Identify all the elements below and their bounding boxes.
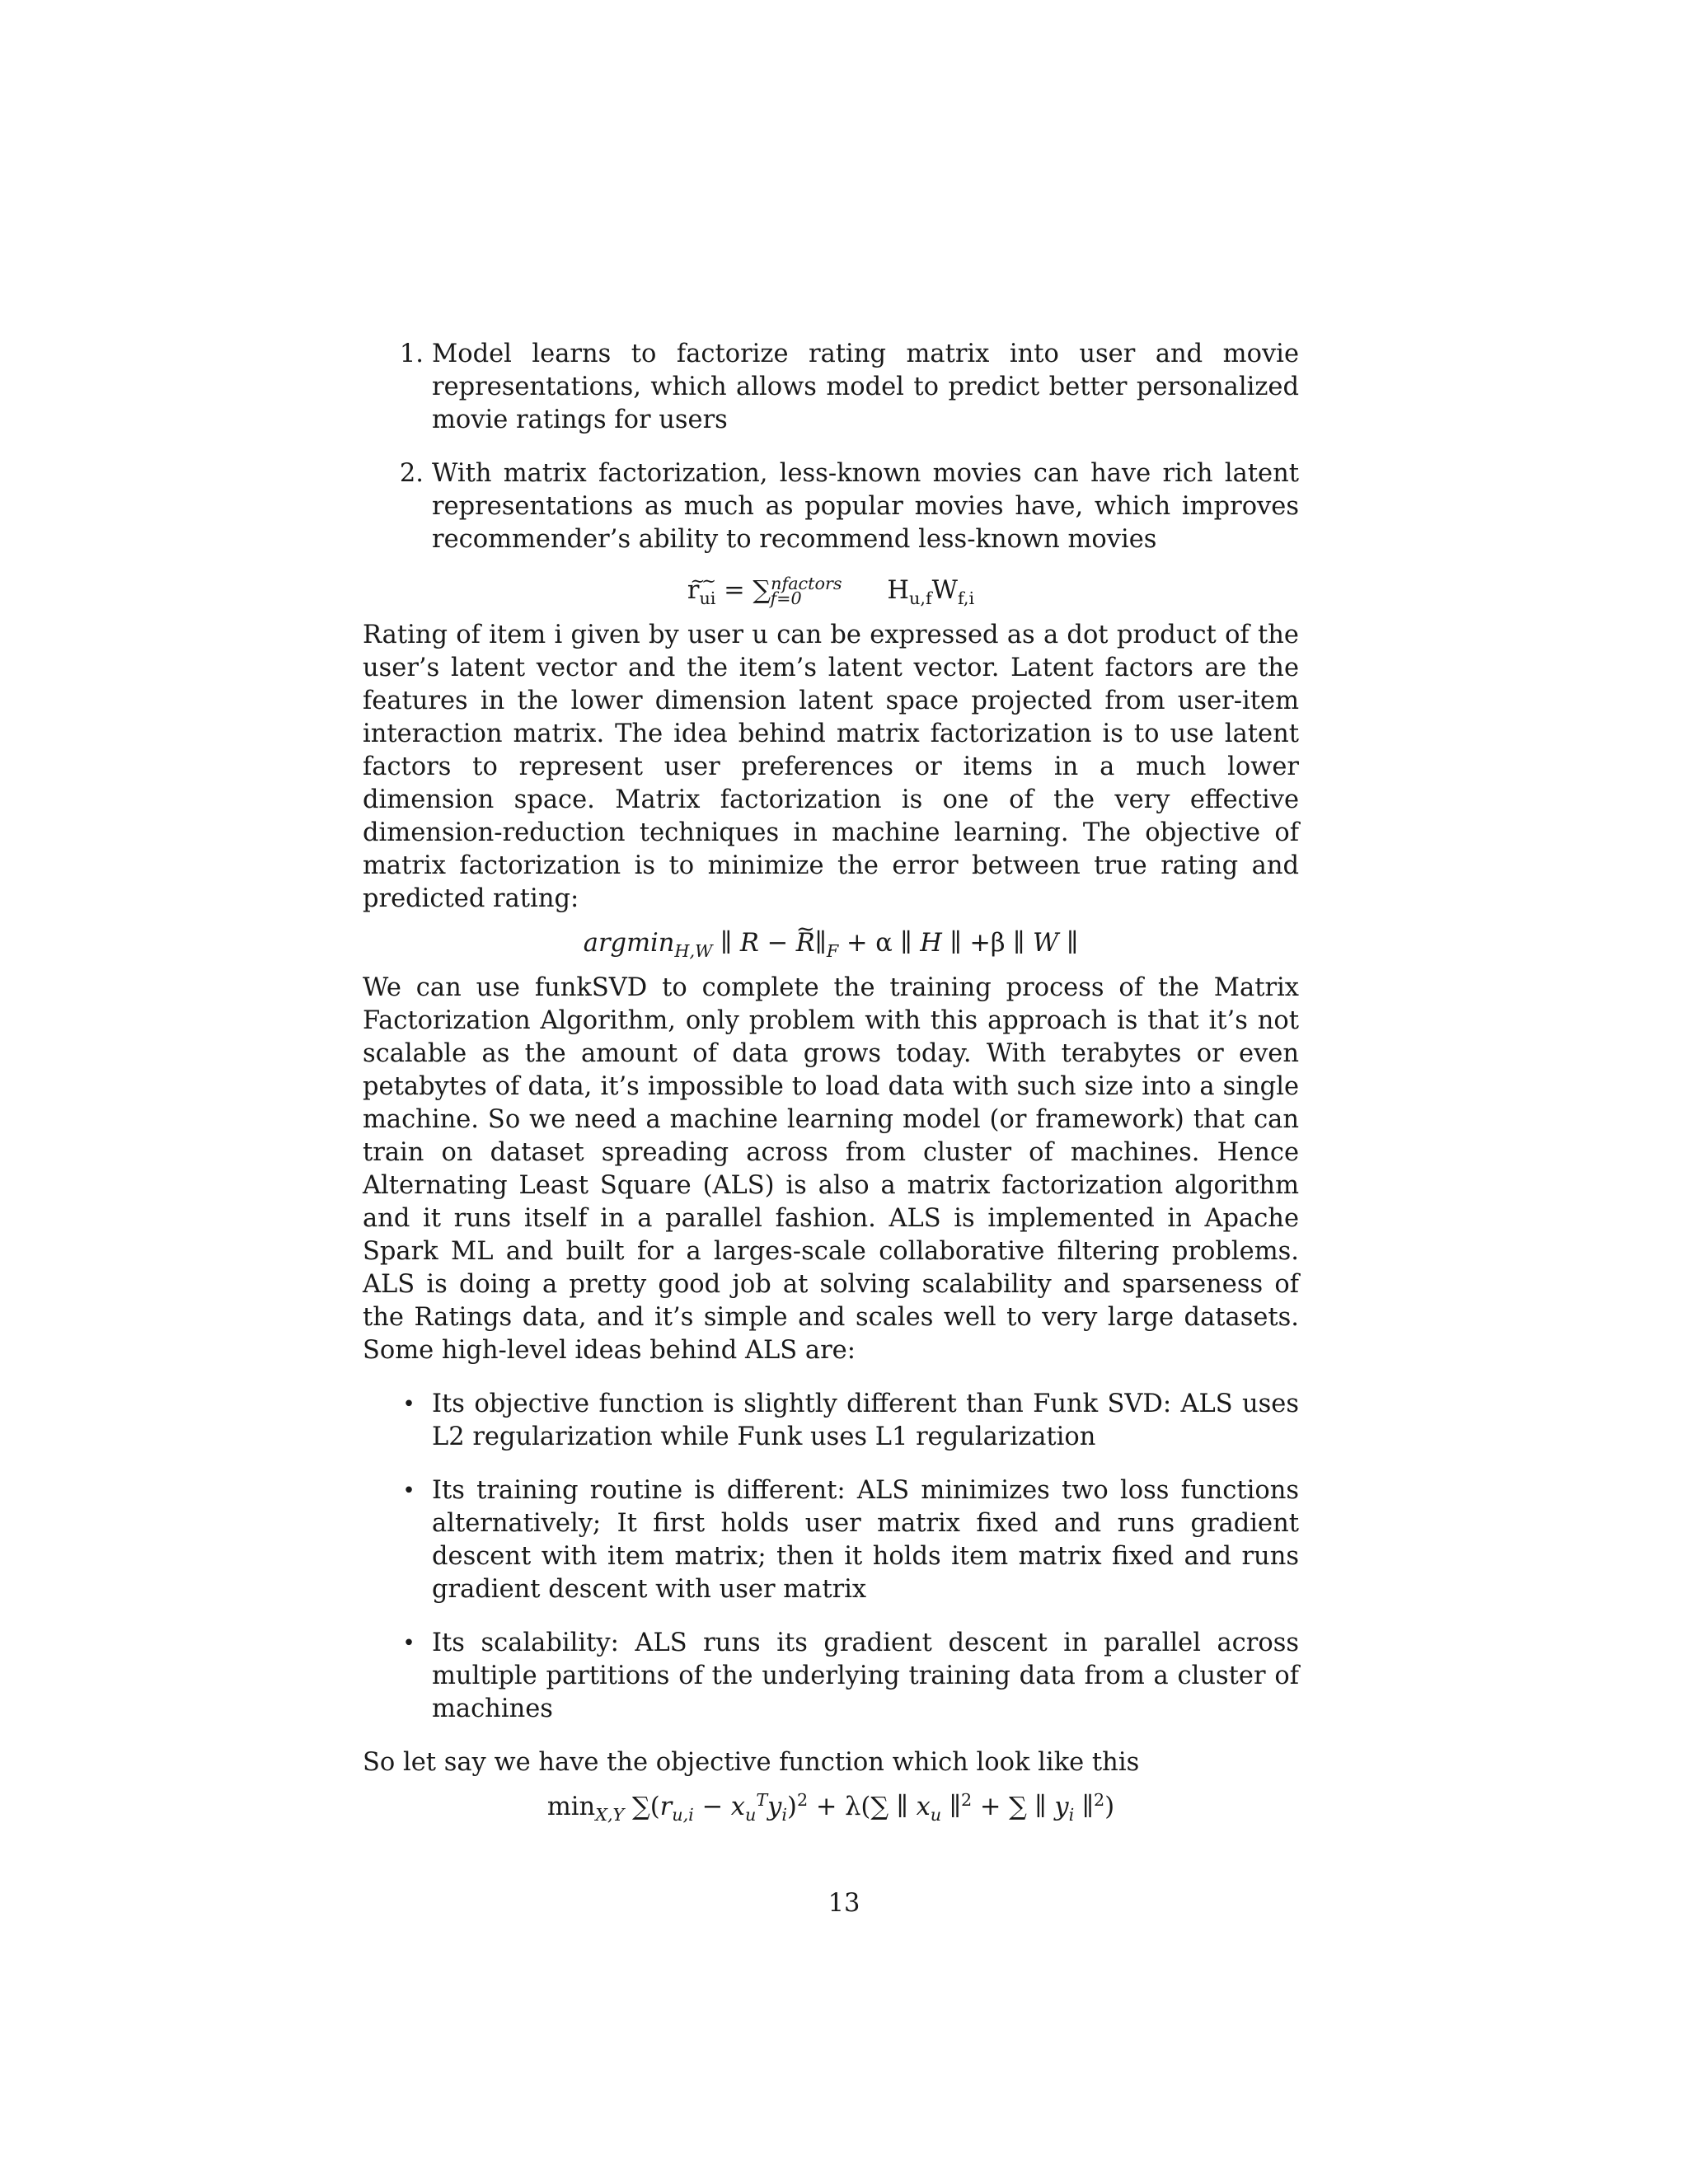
list-item [363,457,1299,556]
list-item-text: Its scalability: ALS runs its gradient descent in parallel across multiple partitions of the underlying training data from a cluster of machines [432,1629,1299,1723]
bullet-marker: • [402,1479,415,1503]
list-item [363,1627,1299,1726]
bullet-list [363,1388,1299,1726]
paragraph: So let say we have the objective function which look like this [363,1748,1140,1777]
list-marker: 2. [399,459,424,488]
equation-objective: argmin$_{H,W}$ ∥ R − ~ $R\parallel_F + \alpha$ ∥ H ∥ +β ∥ W ∥ [363,927,1299,960]
list-item-text: Model learns to factorize rating matrix into user and movie representations, which allows model to predict better personalized movie ratings for users [432,340,1299,434]
list-item-text: Its objective function is slightly different than Funk SVD: ALS uses L2 regularization while Funk uses L1 regularization [432,1390,1299,1451]
paragraph: We can use funkSVD to complete the training process of the Matrix Factorization Algorithm, only problem with this approach is that it’s not scalable as the amount of data grows today. With terabytes or even petabytes of data, it’s impossible to load data with such size into a single machine. So we need a machine learning model (or framework) that can train on dataset spreading across from cluster of machines. Hence Alternating Least Square (ALS) is also a matrix factorization algorithm and it runs itself in a parallel fashion. ALS is implemented in Apache Spark ML and built for a larges-scale collaborative filtering problems. ALS is doing a pretty good job at solving scalability and sparseness of the Ratings data, and it’s simple and scales well to very large datasets. Some high-level ideas behind ALS are: [363,973,1299,1365]
text-column [363,338,1299,1824]
numbered-list [363,338,1299,556]
list-marker: 1. [399,340,424,368]
r-tilde: ∼∼ $r_{ui}$ [687,574,716,607]
page-number: 13 [828,1889,860,1918]
bullet-marker: • [402,1392,415,1417]
list-item [363,1388,1299,1454]
equation-predicted-rating: ∼∼ $r_{ui} = \sum^{nfactors}_{f=0}$ $H_{u,f}W_{f,i}$ [363,574,1299,607]
equation-als-objective: $\min_{X,Y} \sum(r_{u,i} - x_u^Ty_i)^2 + \lambda(\sum$ ∥ $x_u$ ∥$^2$ + ∑ ∥ $y_i$ ∥$^2$) [546,1789,1115,1825]
r-hat: ~ R [796,927,815,960]
list-item [363,338,1299,437]
list-item-text: Its training routine is different: ALS minimizes two loss functions alternatively; It first holds user matrix fixed and runs gradient descent with item matrix; then it holds item matrix fixed and runs gradient descent with user matrix [432,1476,1299,1604]
list-item-text: With matrix factorization, less-known movies can have rich latent representations as much as popular movies have, which improves recommender’s ability to recommend less-known movies [432,459,1299,554]
bullet-marker: • [402,1631,415,1656]
list-item [363,1474,1299,1606]
paragraph: Rating of item i given by user u can be expressed as a dot product of the user’s latent vector and the item’s latent vector. Latent factors are the features in the lower dimension latent space projected from user-item interaction matrix. The idea behind matrix factorization is to use latent factors to represent user preferences or items in a much lower dimension space. Matrix factorization is one of the very effective dimension-reduction techniques in machine learning. The objective of matrix factorization is to minimize the error between true rating and predicted rating: [363,621,1299,913]
